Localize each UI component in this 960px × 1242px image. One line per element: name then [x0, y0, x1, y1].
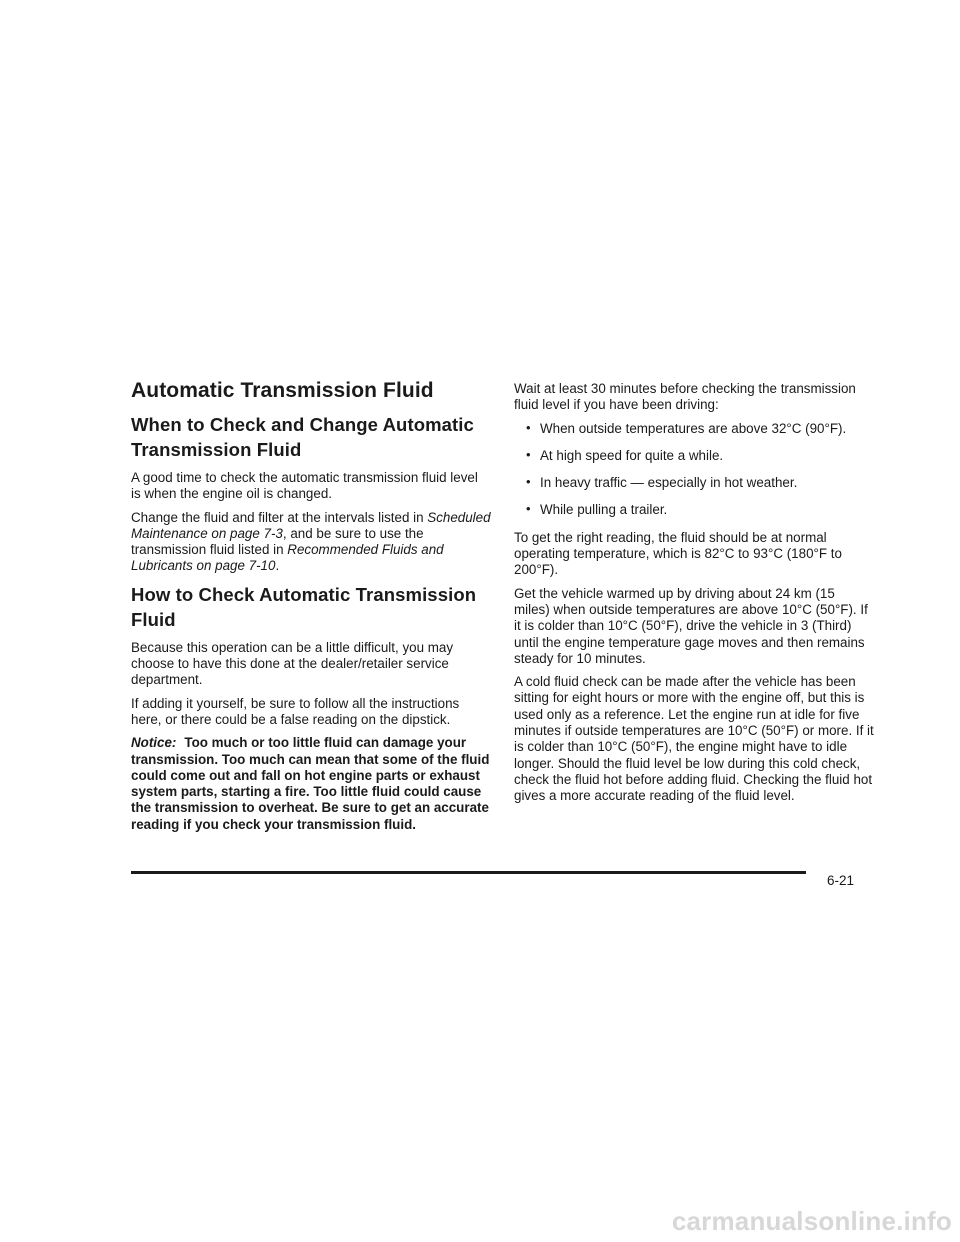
watermark: carmanualsonline.info [671, 1206, 952, 1236]
list-item [514, 475, 874, 491]
list-item-text: In heavy traffic — especially in hot weather. [540, 475, 798, 491]
paragraph-operating-temperature: To get the right reading, the fluid should be at normal operating temperature, which is 82°C to 93°C (180°F to 200°F). [514, 529, 842, 578]
link-recommended-fluids[interactable]: Recommended Fluids and Lubricants on page 7-10 [131, 542, 444, 574]
notice-block [131, 735, 491, 833]
paragraph-dealer-service: Because this operation can be a little difficult, you may choose to have this done at the dealer/retailer service department. [131, 639, 454, 688]
list-item [514, 421, 874, 437]
bullet-icon: • [526, 501, 531, 517]
page-title: Automatic Transmission Fluid [131, 379, 434, 402]
paragraph-change-intervals [131, 510, 491, 575]
list-item-text: When outside temperatures are above 32°C (90°F). [540, 420, 847, 436]
paragraph-check-timing: A good time to check the automatic transmission fluid level is when the engine oil is changed. [131, 470, 478, 502]
page-number: 6-21 [827, 873, 855, 888]
paragraph-cold-check: A cold fluid check can be made after the vehicle has been sitting for eight hours or more with the engine off, but this is used only as a reference. Let the engine run at idle for five minutes if outside temperatures are 10°C (50°F) or more. If it is colder than 10°C (50°F), the engine might have to idle longer. Should the fluid level be low during this cold check, check the fluid hot before adding fluid. Checking the fluid hot gives a more accurate reading of the fluid level. [514, 674, 874, 804]
section-heading-when-to-check: When to Check and Change Automatic Transmission Fluid [131, 414, 474, 460]
link-scheduled-maintenance[interactable]: Scheduled Maintenance on page 7-3 [131, 509, 491, 541]
list-item-text: At high speed for quite a while. [540, 447, 724, 463]
paragraph-wait-time: Wait at least 30 minutes before checking the transmission fluid level if you have been driving: [514, 381, 856, 413]
text-fragment: Change the fluid and filter at the intervals listed in [131, 509, 428, 525]
condition-list [514, 421, 874, 519]
footer-rule [131, 871, 806, 874]
paragraph-warm-up: Get the vehicle warmed up by driving about 24 km (15 miles) when outside temperatures are above 10°C (50°F). If it is colder than 10°C (50°F), drive the vehicle in 3 (Third) until the engine temperature gage moves and then remains steady for 10 minutes. [514, 585, 868, 666]
text-fragment: . [275, 558, 280, 574]
text-fragment: , and be sure to use the transmission fluid listed in [131, 525, 424, 558]
left-column [131, 378, 491, 840]
list-item [514, 502, 874, 518]
bullet-icon: • [526, 419, 531, 435]
notice-text: Too much or too little fluid can damage your transmission. Too much can mean that some of the fluid could come out and fall on hot engine parts or exhaust system parts, starting a fire. Too little fluid could cause the transmission to overheat. Be sure to get an accurate reading if you check your transmission fluid. [131, 735, 490, 832]
notice-label: Notice: [131, 735, 177, 751]
right-column [514, 381, 874, 812]
paragraph-adding-yourself: If adding it yourself, be sure to follow all the instructions here, or there could be a false reading on the dipstick. [131, 695, 460, 727]
bullet-icon: • [526, 474, 531, 490]
list-item-text: While pulling a trailer. [540, 502, 668, 518]
list-item [514, 448, 874, 464]
section-heading-how-to-check: How to Check Automatic Transmission Fluid [131, 583, 477, 630]
bullet-icon: • [526, 446, 531, 462]
